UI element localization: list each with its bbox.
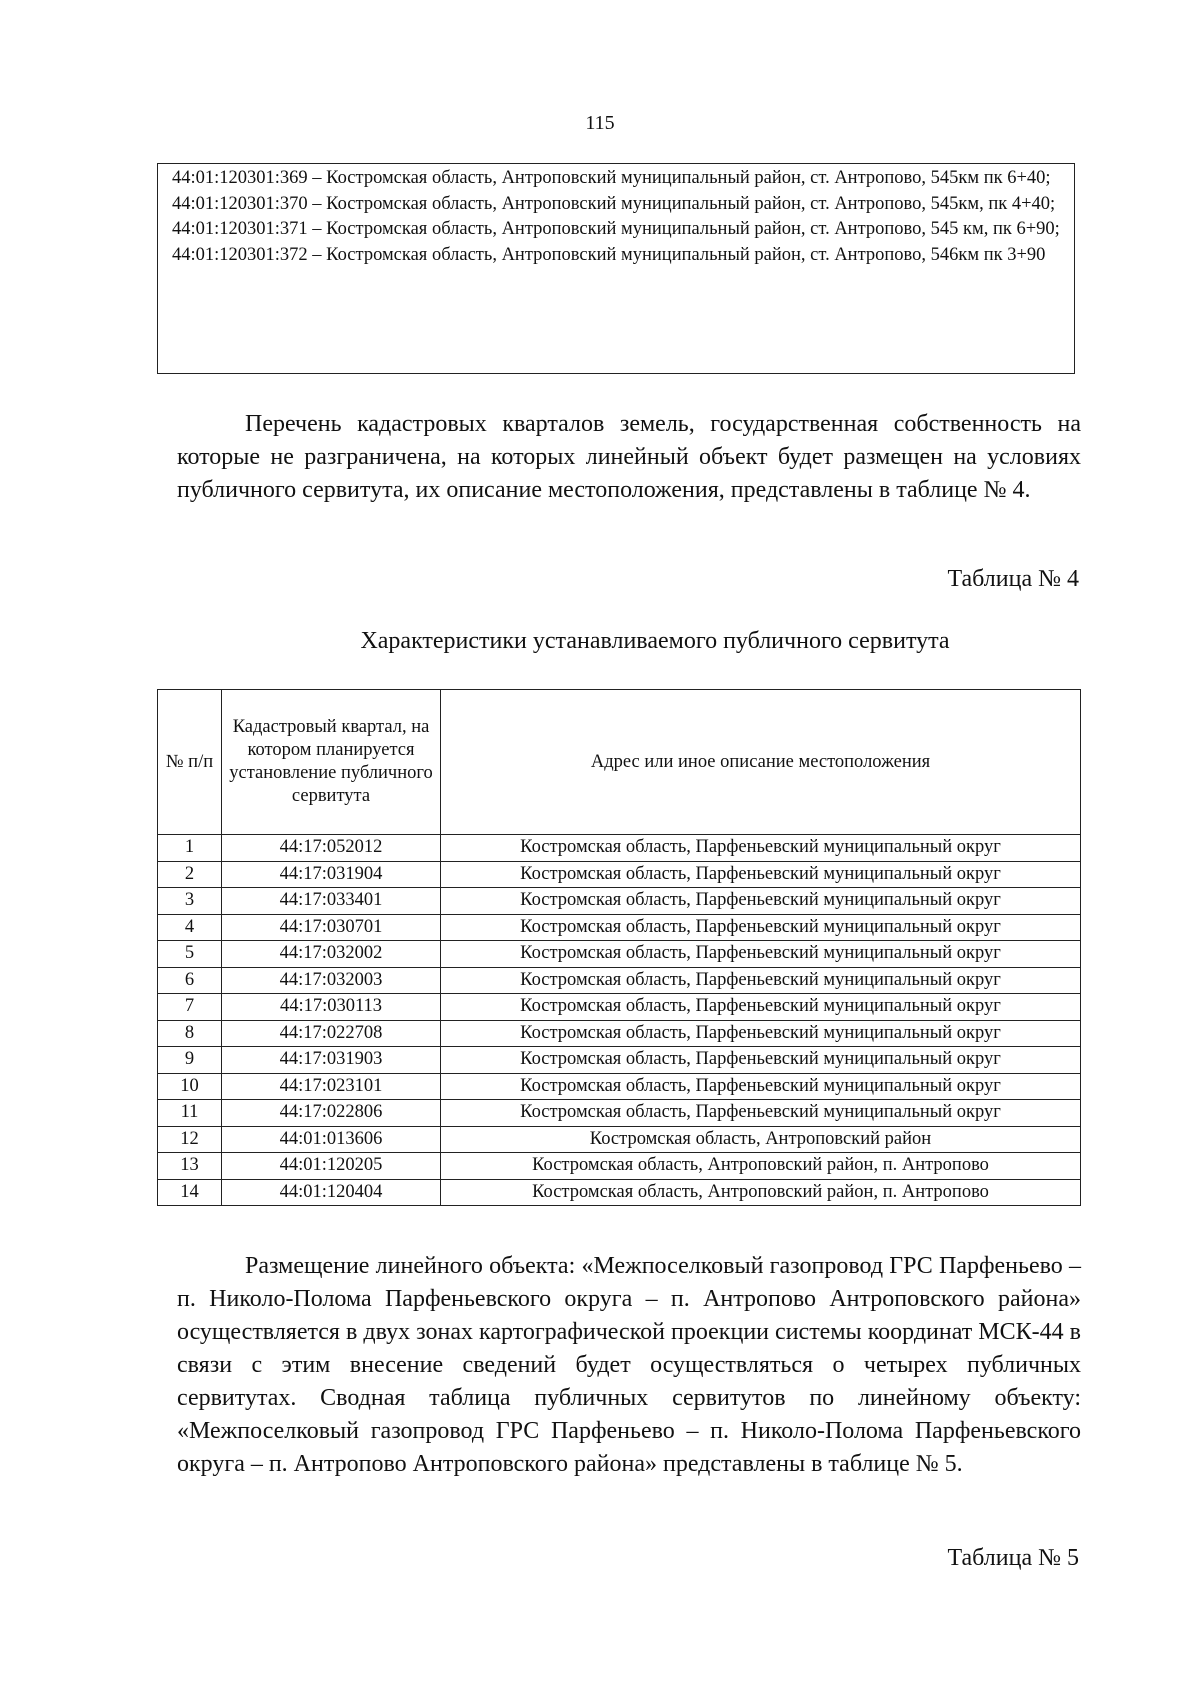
address-cell: Костромская область, Парфеньевский муниципальный округ xyxy=(441,941,1081,968)
header-cadastral-quarter: Кадастровый квартал, на котором планируется установление публичного сервитута xyxy=(222,690,441,835)
address-cell: Костромская область, Парфеньевский муниципальный округ xyxy=(441,1047,1081,1074)
row-number-cell: 3 xyxy=(158,888,222,915)
row-number-cell: 9 xyxy=(158,1047,222,1074)
intro-paragraph: Перечень кадастровых кварталов земель, государственная собственность на которые не разграничена, на которых линейный объект будет размещен на условиях публичного сервитута, их описание местоположения, представлены в таблице № 4. xyxy=(177,411,1081,503)
cadastral-quarter-cell: 44:17:033401 xyxy=(222,888,441,915)
page-number: 115 xyxy=(585,112,615,134)
cadastral-quarter-cell: 44:17:031904 xyxy=(222,861,441,888)
address-cell: Костромская область, Антроповский район, п. Антропово xyxy=(441,1179,1081,1206)
table-row xyxy=(158,1047,1081,1074)
cadastral-quarter-cell: 44:17:022806 xyxy=(222,1100,441,1127)
address-cell: Костромская область, Парфеньевский муниципальный округ xyxy=(441,1020,1081,1047)
row-number-cell: 11 xyxy=(158,1100,222,1127)
address-cell: Костромская область, Парфеньевский муниципальный округ xyxy=(441,994,1081,1021)
row-number-cell: 10 xyxy=(158,1073,222,1100)
address-cell: Костромская область, Парфеньевский муниципальный округ xyxy=(441,967,1081,994)
row-number-cell: 12 xyxy=(158,1126,222,1153)
cadastral-quarter-cell: 44:17:031903 xyxy=(222,1047,441,1074)
cadastral-entry: 44:01:120301:372 – Костромская область, Антроповский муниципальный район, ст. Антропово, 546км пк 3+90 xyxy=(172,244,1046,265)
cadastral-quarter-cell: 44:01:120205 xyxy=(222,1153,441,1180)
cadastral-quarter-cell: 44:17:032003 xyxy=(222,967,441,994)
row-number-cell: 4 xyxy=(158,914,222,941)
table-row xyxy=(158,861,1081,888)
cadastral-quarter-cell: 44:17:023101 xyxy=(222,1073,441,1100)
table-4-label: Таблица № 4 xyxy=(947,566,1079,592)
row-number-cell: 5 xyxy=(158,941,222,968)
address-cell: Костромская область, Парфеньевский муниципальный округ xyxy=(441,914,1081,941)
address-cell: Костромская область, Парфеньевский муниципальный округ xyxy=(441,1100,1081,1127)
table-5-label: Таблица № 5 xyxy=(947,1545,1079,1571)
table-row xyxy=(158,1126,1081,1153)
servitude-table xyxy=(157,689,1081,1206)
cadastral-entry: 44:01:120301:369 – Костромская область, Антроповский муниципальный район, ст. Антропово, 545км пк 6+40; xyxy=(172,168,1051,188)
cadastral-list-box xyxy=(157,163,1075,374)
header-number: № п/п xyxy=(158,690,222,835)
row-number-cell: 6 xyxy=(158,967,222,994)
row-number-cell: 2 xyxy=(158,861,222,888)
cadastral-entry: 44:01:120301:371 – Костромская область, Антроповский муниципальный район, ст. Антропово, 545 км, пк 6+90; xyxy=(172,219,1060,239)
cadastral-quarter-cell: 44:01:013606 xyxy=(222,1126,441,1153)
cadastral-quarter-cell: 44:17:030113 xyxy=(222,994,441,1021)
placement-paragraph: Размещение линейного объекта: «Межпоселковый газопровод ГРС Парфеньево – п. Николо-Полома Парфеньевского округа – п. Антропово Антроповского района» осуществляется в двух зонах картографической проекции системы координат МСК-44 в связи с этим внесение сведений будет осуществляться о четырех публичных сервитутах. Сводная таблица публичных сервитутов по линейному объекту: «Межпоселковый газопровод ГРС Парфеньево – п. Николо-Полома Парфеньевского округа – п. Антропово Антроповского района» представлены в таблице № 5. xyxy=(177,1253,1081,1477)
cadastral-quarter-cell: 44:01:120404 xyxy=(222,1179,441,1206)
header-row xyxy=(158,690,1081,835)
row-number-cell: 14 xyxy=(158,1179,222,1206)
row-number-cell: 13 xyxy=(158,1153,222,1180)
address-cell: Костромская область, Парфеньевский муниципальный округ xyxy=(441,888,1081,915)
table-row xyxy=(158,914,1081,941)
row-number-cell: 1 xyxy=(158,835,222,862)
table-row xyxy=(158,1179,1081,1206)
table-row xyxy=(158,1100,1081,1127)
table-row xyxy=(158,888,1081,915)
table-row xyxy=(158,994,1081,1021)
header-address: Адрес или иное описание местоположения xyxy=(441,690,1081,835)
cadastral-quarter-cell: 44:17:052012 xyxy=(222,835,441,862)
table-row xyxy=(158,1020,1081,1047)
row-number-cell: 7 xyxy=(158,994,222,1021)
address-cell: Костромская область, Парфеньевский муниципальный округ xyxy=(441,861,1081,888)
cadastral-quarter-cell: 44:17:022708 xyxy=(222,1020,441,1047)
address-cell: Костромская область, Парфеньевский муниципальный округ xyxy=(441,835,1081,862)
table-row xyxy=(158,1073,1081,1100)
cadastral-quarter-cell: 44:17:030701 xyxy=(222,914,441,941)
address-cell: Костромская область, Антроповский район, п. Антропово xyxy=(441,1153,1081,1180)
table-row xyxy=(158,835,1081,862)
table-row xyxy=(158,941,1081,968)
address-cell: Костромская область, Парфеньевский муниципальный округ xyxy=(441,1073,1081,1100)
table-row xyxy=(158,967,1081,994)
cadastral-entry: 44:01:120301:370 – Костромская область, Антроповский муниципальный район, ст. Антропово, 545км, пк 4+40; xyxy=(172,193,1056,214)
cadastral-quarter-cell: 44:17:032002 xyxy=(222,941,441,968)
row-number-cell: 8 xyxy=(158,1020,222,1047)
table-4-title: Характеристики устанавливаемого публичного сервитута xyxy=(360,628,950,654)
table-header xyxy=(158,690,1081,835)
table-body xyxy=(158,835,1081,1206)
table-row xyxy=(158,1153,1081,1180)
address-cell: Костромская область, Антроповский район xyxy=(441,1126,1081,1153)
